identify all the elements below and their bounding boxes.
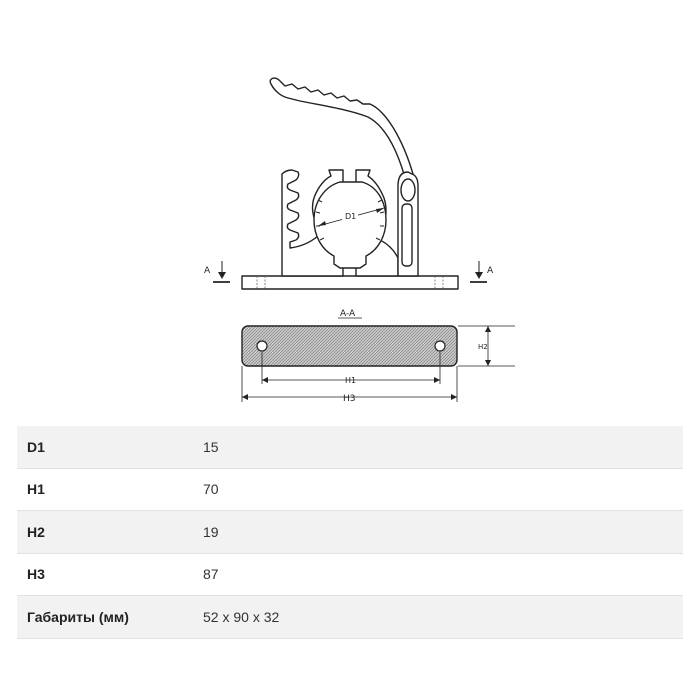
section-marker-right-label: A [487, 266, 494, 276]
table-row [17, 553, 683, 596]
spec-label: H1 [17, 468, 193, 511]
section-body [242, 326, 457, 366]
h1-label: H1 [345, 376, 357, 385]
table-row [17, 426, 683, 468]
section-marker-left-label: A [204, 266, 211, 276]
h3-dimension [242, 366, 457, 404]
table-row [17, 468, 683, 511]
spec-value: 52 x 90 x 32 [193, 596, 683, 639]
spec-value: 15 [193, 426, 683, 468]
clamp-lever [270, 78, 416, 185]
h2-dimension [458, 326, 515, 366]
table-row [17, 596, 683, 639]
d1-label: D1 [345, 212, 357, 221]
spec-label: Габариты (мм) [17, 596, 193, 639]
spec-label: D1 [17, 426, 193, 468]
clamp-pin [401, 179, 415, 201]
spec-value: 19 [193, 511, 683, 554]
section-hole-right [435, 341, 445, 351]
section-marker-right [470, 261, 494, 282]
clamp-front-view [242, 78, 458, 289]
clamp-slot [402, 204, 412, 266]
section-marker-left [204, 261, 230, 282]
spec-label: H2 [17, 511, 193, 554]
h2-label: H2 [478, 343, 488, 351]
spec-label: H3 [17, 553, 193, 596]
section-title: A-A [340, 309, 356, 319]
section-view [242, 309, 457, 366]
clamp-base [242, 276, 458, 289]
spec-value: 87 [193, 553, 683, 596]
specs-table [17, 426, 683, 639]
table-row [17, 511, 683, 554]
h3-label: H3 [343, 394, 356, 404]
section-hole-left [257, 341, 267, 351]
spec-value: 70 [193, 468, 683, 511]
